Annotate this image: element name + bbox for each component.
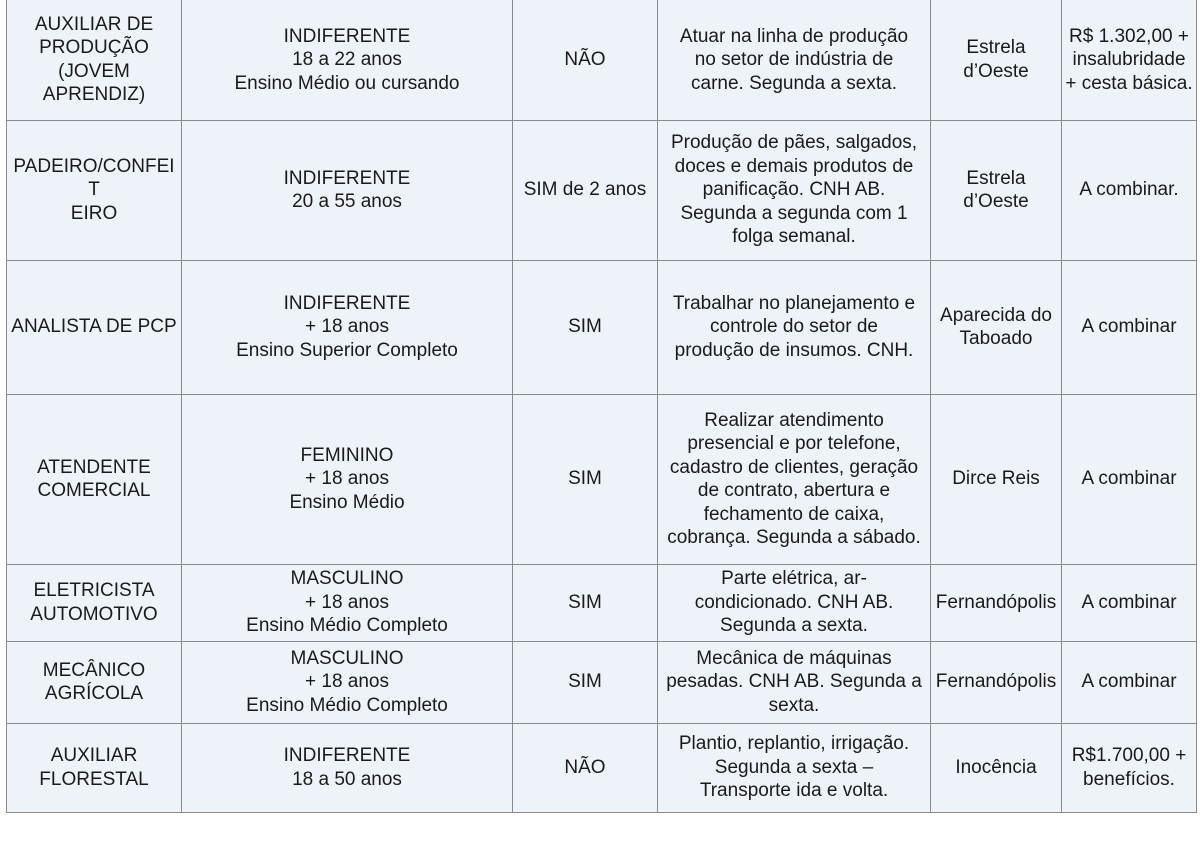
cell-cidade: Fernandópolis	[931, 641, 1062, 723]
table-row	[7, 260, 1197, 394]
cell-cidade: Aparecida do Taboado	[931, 260, 1062, 394]
cell-descricao: Realizar atendimento presencial e por telefone, cadastro de clientes, geração de contrato, abertura e fechamento de caixa, cobrança. Segunda a sábado.	[658, 394, 931, 564]
table-row	[7, 394, 1197, 564]
cell-cargo: ANALISTA DE PCP	[7, 260, 182, 394]
cell-descricao: Produção de pães, salgados, doces e demais produtos de panificação. CNH AB. Segunda a segunda com 1 folga semanal.	[658, 120, 931, 260]
cell-experiencia: SIM	[513, 260, 658, 394]
cell-salario: A combinar	[1062, 394, 1197, 564]
job-listings-table	[6, 0, 1197, 813]
cell-requisitos: FEMININO + 18 anos Ensino Médio	[182, 394, 513, 564]
cell-cidade: Inocência	[931, 723, 1062, 812]
cell-requisitos: INDIFERENTE 18 a 50 anos	[182, 723, 513, 812]
table-row	[7, 564, 1197, 641]
table-row	[7, 0, 1197, 120]
table-row	[7, 723, 1197, 812]
cell-experiencia: NÃO	[513, 0, 658, 120]
cell-salario: A combinar.	[1062, 120, 1197, 260]
cell-requisitos: INDIFERENTE 18 a 22 anos Ensino Médio ou cursando	[182, 0, 513, 120]
cell-descricao: Parte elétrica, ar- condicionado. CNH AB. Segunda a sexta.	[658, 564, 931, 641]
cell-cidade: Estrela d’Oeste	[931, 0, 1062, 120]
cell-salario: A combinar	[1062, 641, 1197, 723]
cell-cidade: Dirce Reis	[931, 394, 1062, 564]
cell-cargo: AUXILIAR FLORESTAL	[7, 723, 182, 812]
cell-requisitos: MASCULINO + 18 anos Ensino Médio Completo	[182, 564, 513, 641]
cell-experiencia: SIM	[513, 564, 658, 641]
cell-experiencia: SIM	[513, 641, 658, 723]
cell-cargo: PADEIRO/CONFEIT EIRO	[7, 120, 182, 260]
cell-descricao: Atuar na linha de produção no setor de indústria de carne. Segunda a sexta.	[658, 0, 931, 120]
cell-cargo: ATENDENTE COMERCIAL	[7, 394, 182, 564]
cell-descricao: Mecânica de máquinas pesadas. CNH AB. Segunda a sexta.	[658, 641, 931, 723]
cell-salario: R$1.700,00 + benefícios.	[1062, 723, 1197, 812]
cell-salario: A combinar	[1062, 564, 1197, 641]
cell-requisitos: MASCULINO + 18 anos Ensino Médio Completo	[182, 641, 513, 723]
table-row	[7, 641, 1197, 723]
cell-descricao: Trabalhar no planejamento e controle do setor de produção de insumos. CNH.	[658, 260, 931, 394]
cell-requisitos: INDIFERENTE + 18 anos Ensino Superior Completo	[182, 260, 513, 394]
cell-requisitos: INDIFERENTE 20 a 55 anos	[182, 120, 513, 260]
cell-cargo: MECÂNICO AGRÍCOLA	[7, 641, 182, 723]
table-row	[7, 120, 1197, 260]
cell-cargo: AUXILIAR DE PRODUÇÃO (JOVEM APRENDIZ)	[7, 0, 182, 120]
cell-experiencia: NÃO	[513, 723, 658, 812]
cell-cidade: Estrela d’Oeste	[931, 120, 1062, 260]
cell-cidade: Fernandópolis	[931, 564, 1062, 641]
cell-experiencia: SIM	[513, 394, 658, 564]
cell-experiencia: SIM de 2 anos	[513, 120, 658, 260]
cell-salario: A combinar	[1062, 260, 1197, 394]
cell-cargo: ELETRICISTA AUTOMOTIVO	[7, 564, 182, 641]
cell-salario: R$ 1.302,00 + insalubridade + cesta básica.	[1062, 0, 1197, 120]
job-listings-sheet	[6, 0, 1196, 813]
cell-descricao: Plantio, replantio, irrigação. Segunda a sexta – Transporte ida e volta.	[658, 723, 931, 812]
